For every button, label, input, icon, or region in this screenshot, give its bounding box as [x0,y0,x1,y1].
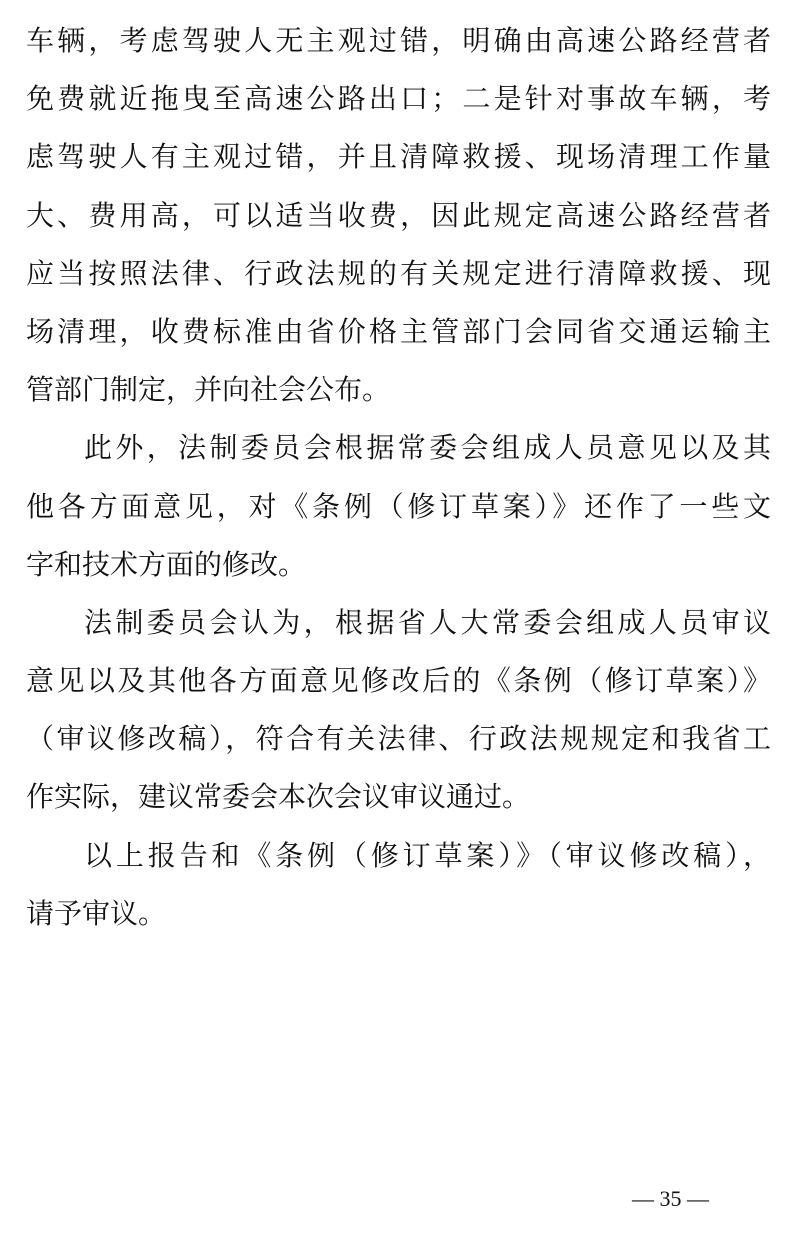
document-body [26,12,771,943]
text-line: 应当按照法律、行政法规的有关规定进行清障救援、现 [26,256,771,290]
text-line: 虑驾驶人有主观过错，并且清障救援、现场清理工作量 [26,140,771,174]
text-line: 以上报告和《条例（修订草案）》（审议修改稿）， [84,838,771,872]
text-line: 作实际，建议常委会本次会议审议通过。 [26,780,531,814]
text-line: 免费就近拖曳至高速公路出口；二是针对事故车辆，考 [26,82,771,116]
text-line: 意见以及其他各方面意见修改后的《条例（修订草案）》 [26,664,771,698]
paragraph-4 [26,827,771,943]
text-line: 管部门制定，并向社会公布。 [26,373,391,407]
text-line: （审议修改稿），符合有关法律、行政法规规定和我省工 [26,722,771,756]
text-line: 法制委员会认为，根据省人大常委会组成人员审议 [84,605,771,639]
text-line: 他各方面意见，对《条例（修订草案）》还作了一些文 [26,489,771,523]
text-line: 场清理，收费标准由省价格主管部门会同省交通运输主 [26,314,771,348]
text-line: 此外，法制委员会根据常委会组成人员意见以及其 [84,431,771,465]
text-line: 字和技术方面的修改。 [26,547,307,581]
page-number: — 35 — [632,1186,709,1211]
text-line: 请予审议。 [26,896,167,930]
paragraph-1 [26,12,771,419]
text-line: 大、费用高，可以适当收费，因此规定高速公路经营者 [26,198,771,232]
text-line: 车辆，考虑驾驶人无主观过错，明确由高速公路经营者 [26,24,771,57]
paragraph-3 [26,594,771,827]
paragraph-2 [26,419,771,594]
